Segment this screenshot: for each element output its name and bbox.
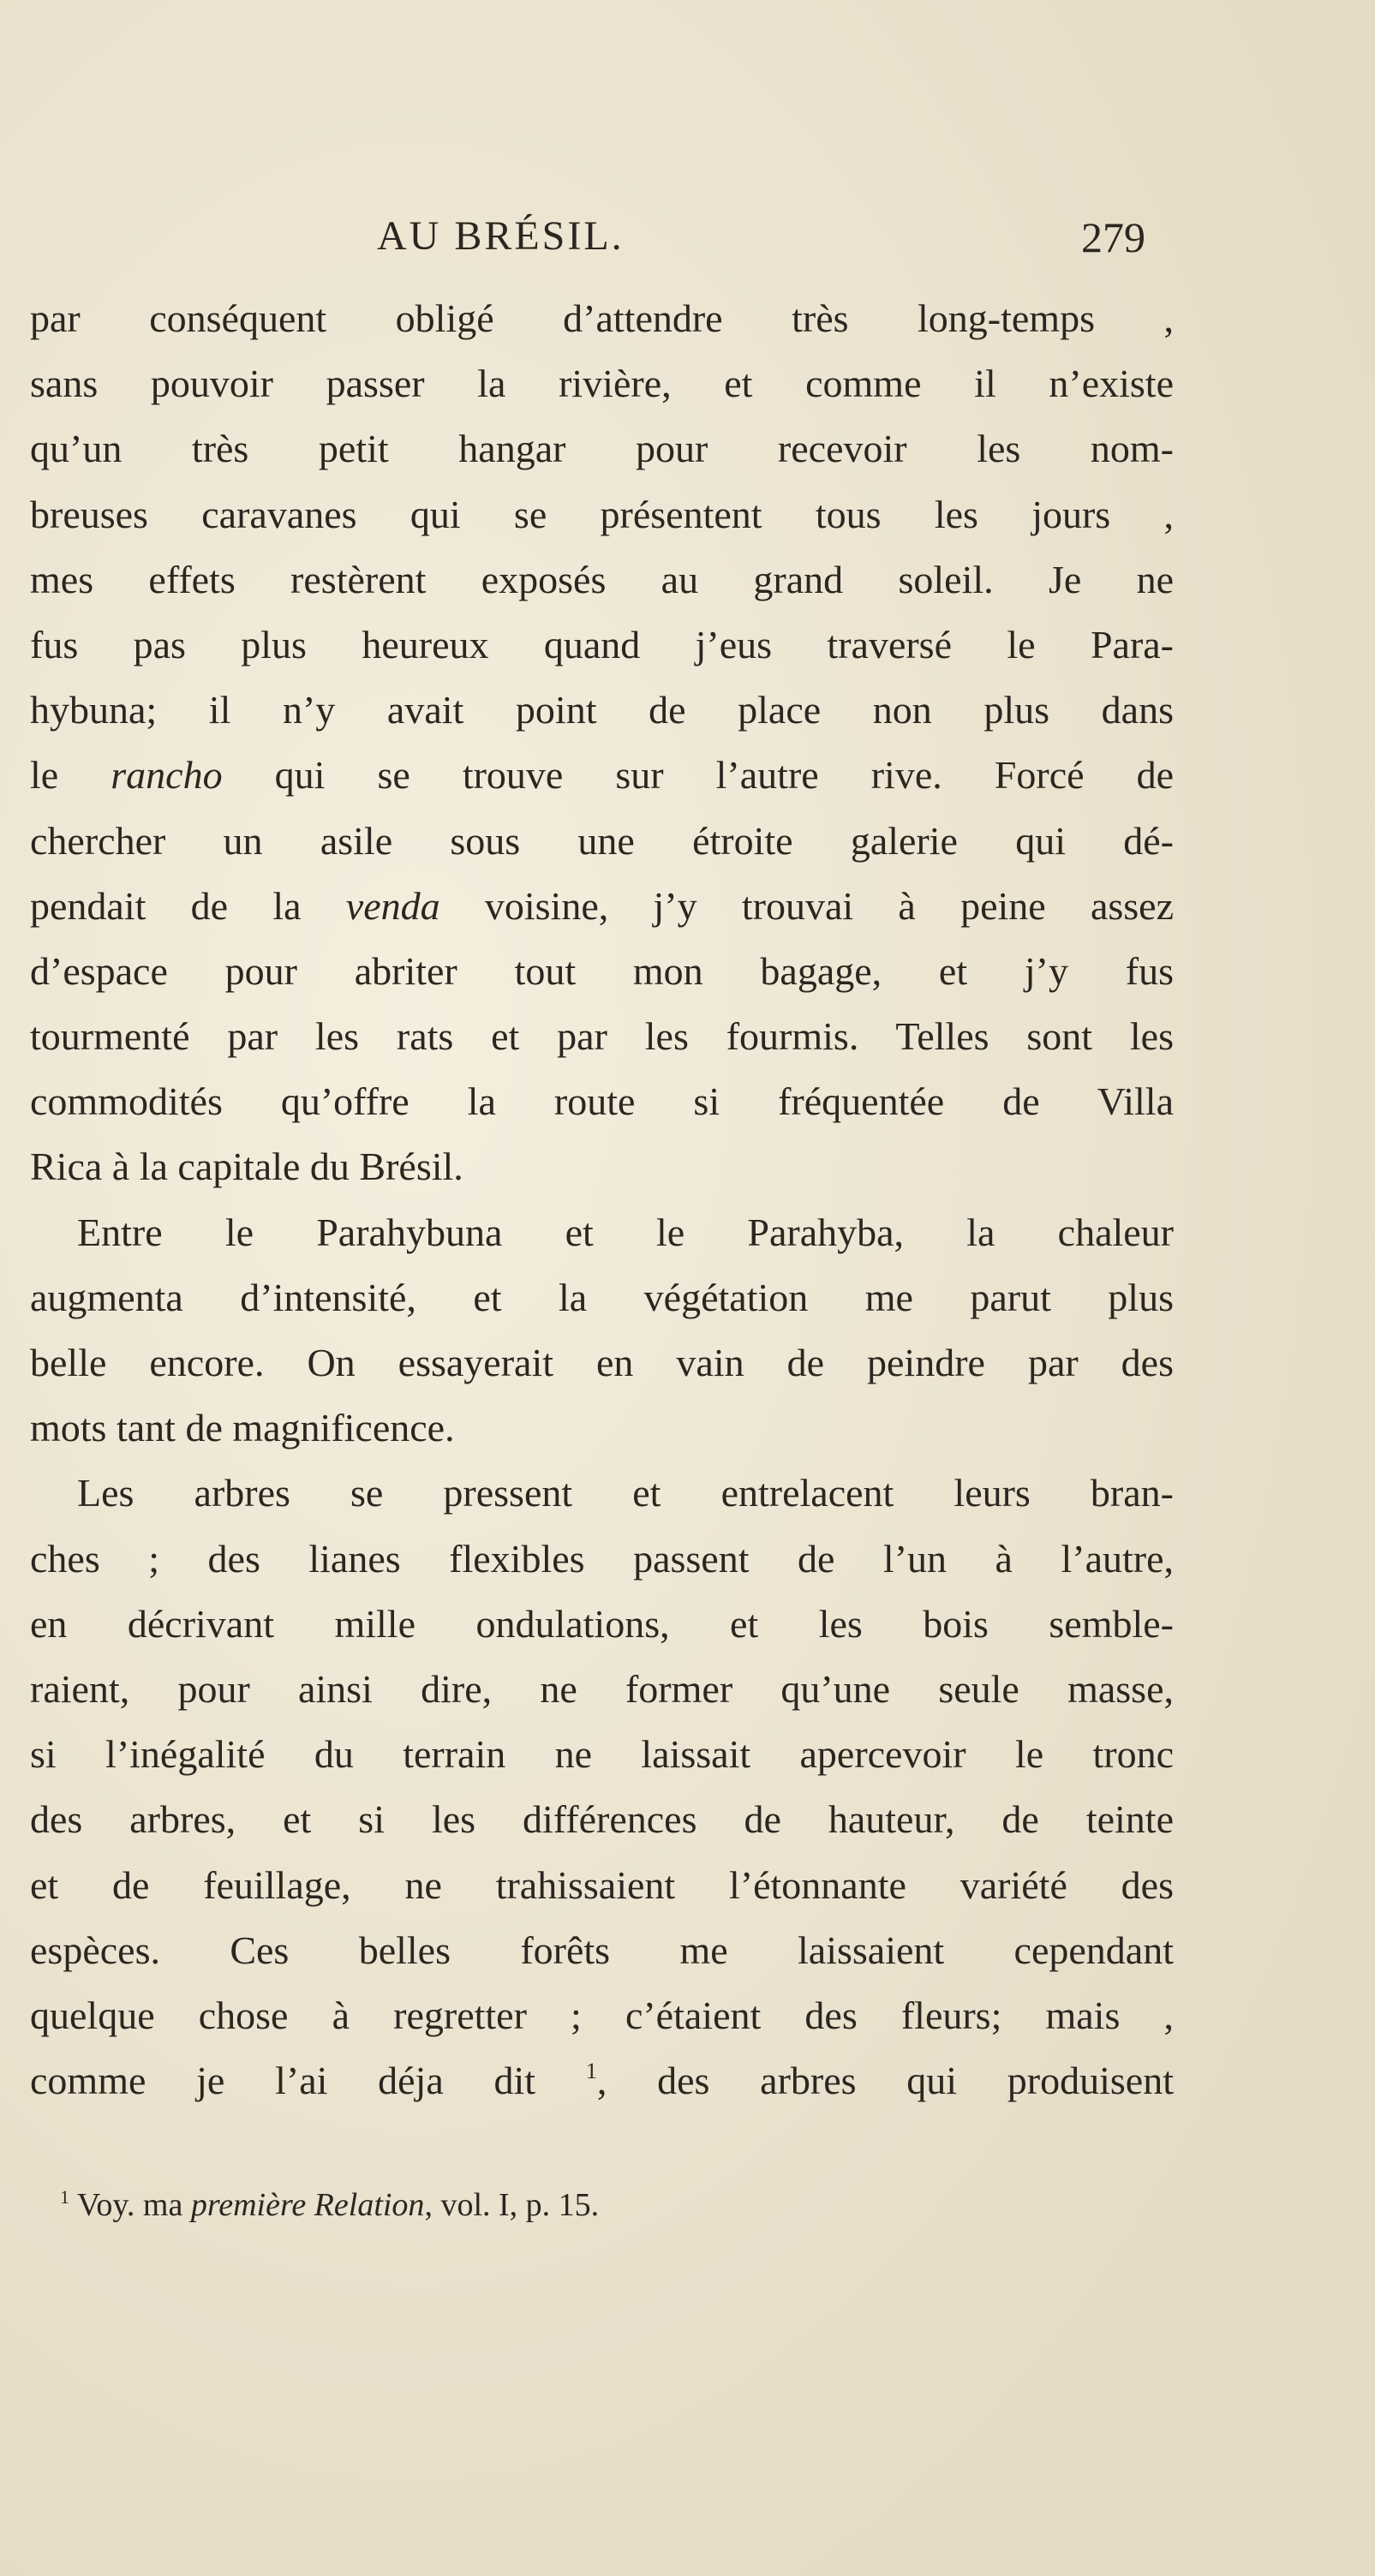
text-segment: ches ; des lianes flexibles passent de l’un à l’autre, — [30, 1536, 1174, 1581]
text-segment: et de feuillage, ne trahissaient l’étonnante variété des — [30, 1862, 1174, 1907]
italic-term: venda — [345, 883, 440, 928]
text-line — [30, 1787, 1174, 1852]
footnote-reference: 1 — [585, 2059, 597, 2084]
text-line — [30, 939, 1174, 1004]
text-line — [30, 482, 1174, 547]
text-line — [30, 547, 1174, 613]
text-line — [30, 1461, 1174, 1526]
page-number: 279 — [1081, 213, 1145, 261]
text-segment: pendait de la — [30, 883, 346, 928]
text-segment: Les arbres se pressent et entrelacent leurs bran- — [77, 1471, 1174, 1515]
text-line — [30, 286, 1174, 351]
text-segment: , des arbres qui produisent — [596, 2059, 1175, 2103]
text-line — [30, 1592, 1174, 1657]
text-segment: sans pouvoir passer la rivière, et comme il n’existe — [30, 362, 1174, 406]
text-segment: chercher un asile sous une étroite galerie qui dé- — [30, 818, 1174, 863]
text-segment: en décrivant mille ondulations, et les bois semble- — [30, 1601, 1174, 1646]
text-segment: Rica à la capitale du Brésil. — [30, 1145, 463, 1189]
text-line — [30, 678, 1174, 743]
text-line — [30, 1069, 1174, 1134]
text-line — [30, 1657, 1174, 1722]
footnote-text-end: , vol. I, p. 15. — [424, 2187, 600, 2223]
text-segment: belle encore. On essayerait en vain de peindre par des — [30, 1341, 1174, 1384]
text-segment: tourmenté par les rats et par les fourmis. Telles sont les — [30, 1014, 1174, 1059]
text-line — [30, 874, 1174, 939]
footnote — [60, 2186, 599, 2224]
text-segment: espèces. Ces belles forêts me laissaient cependant — [30, 1928, 1174, 1972]
text-line — [30, 1134, 1174, 1199]
text-segment: si l’inégalité du terrain ne laissait apercevoir le tronc — [30, 1732, 1174, 1777]
text-segment: mots tant de magnificence. — [30, 1406, 455, 1450]
text-line — [30, 1722, 1174, 1787]
text-segment: augmenta d’intensité, et la végétation me parut plus — [30, 1275, 1174, 1319]
text-line — [30, 613, 1174, 678]
text-line — [30, 2048, 1174, 2113]
text-segment: comme je l’ai déja dit — [30, 2059, 586, 2103]
text-segment: qu’un très petit hangar pour recevoir les nom- — [30, 427, 1174, 471]
text-line — [30, 1004, 1174, 1069]
text-line — [30, 1918, 1174, 1983]
text-line — [30, 1853, 1174, 1918]
text-line — [30, 743, 1174, 808]
text-line — [30, 1983, 1174, 2048]
footnote-marker: 1 — [60, 2186, 69, 2208]
text-segment: raient, pour ainsi dire, ne former qu’une seule masse, — [30, 1666, 1174, 1711]
text-line — [30, 1330, 1174, 1396]
text-segment: des arbres, et si les différences de hauteur, de teinte — [30, 1797, 1174, 1842]
footnote-text: Voy. ma — [69, 2187, 191, 2223]
footnote-italic-title: première Relation — [190, 2187, 425, 2223]
text-segment: mes effets restèrent exposés au grand soleil. Je ne — [30, 557, 1174, 601]
text-segment: d’espace pour abriter tout mon bagage, et j’y fus — [30, 948, 1174, 993]
text-segment: breuses caravanes qui se présentent tous les jours , — [30, 492, 1174, 536]
text-segment: par conséquent obligé d’attendre très long-temps , — [30, 296, 1174, 340]
text-line — [30, 351, 1174, 416]
text-segment: le — [30, 753, 111, 798]
text-line — [30, 416, 1174, 481]
text-segment: commodités qu’offre la route si fréquentée de Villa — [30, 1079, 1174, 1124]
text-line — [30, 1527, 1174, 1592]
text-segment: Entre le Parahybuna et le Parahyba, la chaleur — [77, 1210, 1174, 1254]
text-line — [30, 1396, 1174, 1461]
text-line — [30, 1265, 1174, 1330]
text-segment: fus pas plus heureux quand j’eus traversé le Para- — [30, 622, 1174, 666]
running-head: AU BRÉSIL. — [377, 213, 625, 259]
text-segment: hybuna; il n’y avait point de place non plus dans — [30, 688, 1174, 732]
italic-term: rancho — [111, 753, 223, 798]
text-segment: quelque chose à regretter ; c’étaient des fleurs; mais , — [30, 1993, 1174, 2037]
text-line — [30, 809, 1174, 874]
text-segment: qui se trouve sur l’autre rive. Forcé de — [222, 753, 1174, 798]
body-text — [30, 286, 1174, 2113]
text-line — [30, 1200, 1174, 1265]
text-segment: voisine, j’y trouvai à peine assez — [439, 883, 1175, 928]
